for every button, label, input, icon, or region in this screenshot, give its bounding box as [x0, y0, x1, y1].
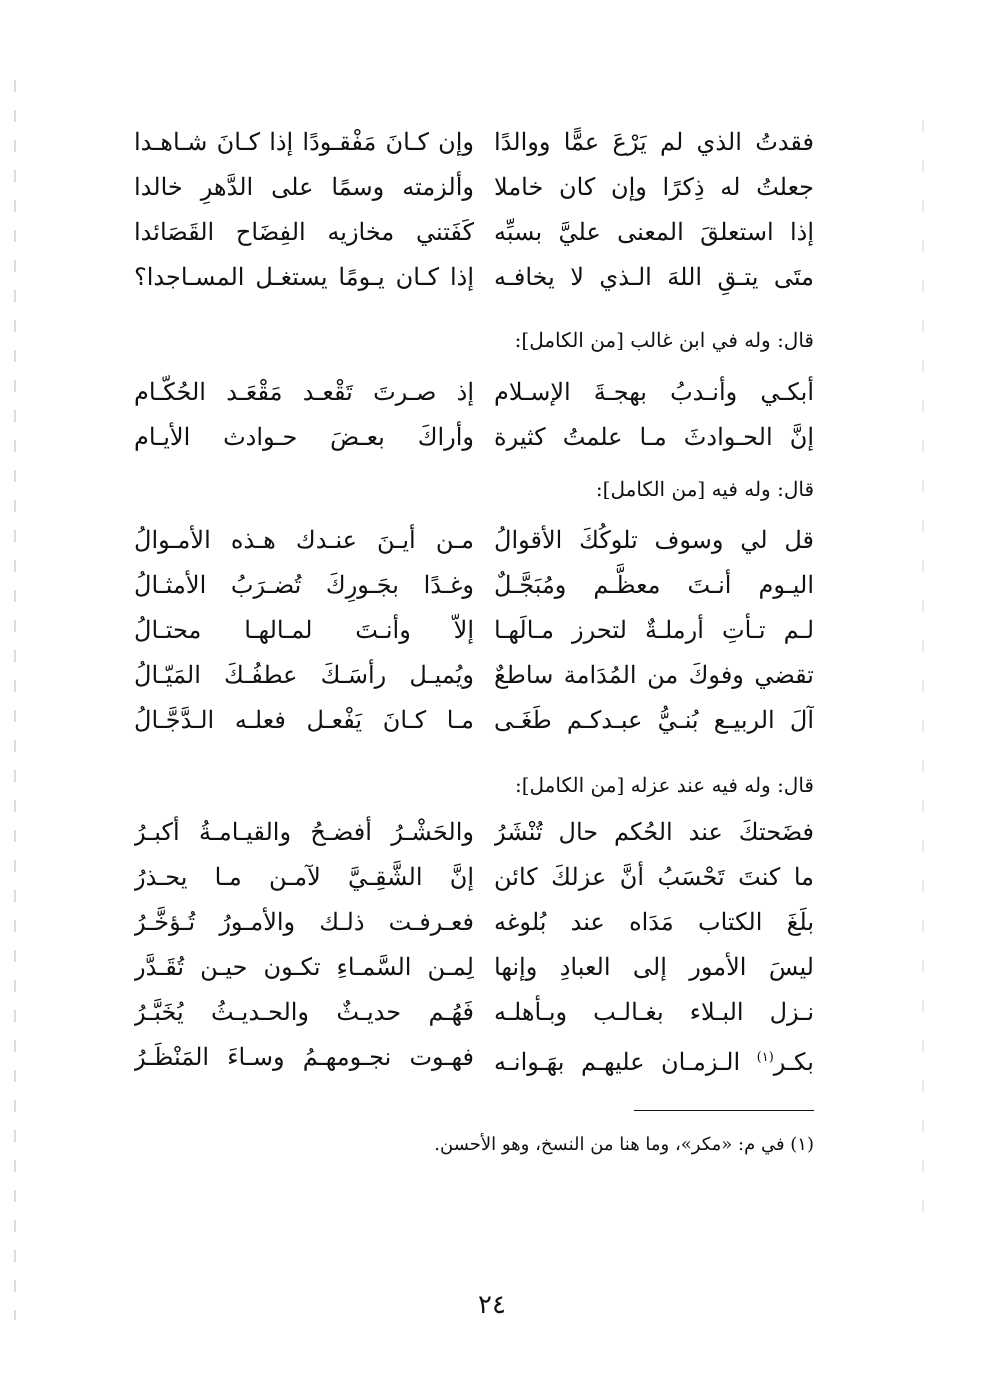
- verse-second-hemistich: وغـدًا بجَـورِكَ تُضـرَبُ الأمثـالُ: [134, 571, 474, 599]
- verse-first-hemistich: متَى يتـقِ اللهَ الـذي لا يخافـه: [494, 263, 814, 291]
- footnote-word-1: بكـر: [773, 1048, 814, 1076]
- verse-first-hemistich: ما كنتَ تَحْسَبُ أنَّ عزلكَ كائن: [494, 863, 814, 891]
- verse-second-hemistich: وإن كـانَ مَفْقـودًا إذا كـانَ شـاهـدا: [134, 128, 474, 156]
- page-number: ٢٤: [478, 1290, 506, 1320]
- verse-line: [134, 120, 814, 165]
- verse-second-hemistich: والحَشْـرُ أفضـحُ والقيـامـةُ أكبـرُ: [134, 818, 474, 846]
- poem-stanza-3: [134, 518, 814, 743]
- verse-line: [134, 900, 814, 945]
- scan-margin-right: [922, 120, 924, 1220]
- verse-line: [134, 165, 814, 210]
- section-heading-1: قال: وله في ابن غالب [من الكامل]:: [514, 328, 814, 352]
- verse-second-hemistich: مـن أيـنَ عنـدك هـذه الأمـوالُ: [134, 526, 474, 554]
- footnote-text: (١) في م: «مكر»، وما هنا من النسخ، وهو الأحسن.: [434, 1134, 814, 1155]
- footnote-marker[interactable]: (١): [756, 1050, 774, 1065]
- verse-first-hemistich: فضَحتكَ عند الحُكم حال تُنْشَرُ: [494, 818, 814, 846]
- verse-first-hemistich: [494, 1035, 814, 1080]
- verse-first-hemistich: قل لي وسوف تلوكُكَ الأقوالُ: [494, 526, 814, 554]
- section-heading-3: قال: وله فيه عند عزله [من الكامل]:: [514, 773, 814, 797]
- verse-line: [134, 518, 814, 563]
- verse-first-hemistich: نـزل البـلاء بغـالـب وبـأهلـه: [494, 998, 814, 1026]
- verse-first-hemistich: بلَغَ الكتاب مَدَاه عند بُلوغه: [494, 908, 814, 936]
- section-heading-2: قال: وله فيه [من الكامل]:: [595, 477, 814, 501]
- poem-stanza-4: [134, 810, 814, 1080]
- poem-stanza-2: [134, 370, 814, 460]
- verse-line: [134, 855, 814, 900]
- verse-line: [134, 698, 814, 743]
- verse-line: [134, 945, 814, 990]
- verse-second-hemistich: وأراكَ بعـضَ حـوادث الأيـام: [134, 423, 474, 451]
- verse-first-hemistich: اليـوم أنـتَ معظَّـم ومُبَجَّـلٌ: [494, 571, 814, 599]
- verse-second-hemistich: لِمـن السَّمـاءِ تكـون حيـن تُقَـدَّر: [134, 953, 474, 981]
- verse-first-hemistich: تقضي وفوكَ من المُدَامة ساطعٌ: [494, 661, 814, 689]
- verse-first-hemistich: لـم تـأتِ أرملـةٌ لتحرز مـالَهـا: [494, 616, 814, 644]
- verse-line: [134, 563, 814, 608]
- verse-first-hemistich: فقدتُ الذي لم يَرْعَ عمًّا ووالدًا: [494, 128, 814, 156]
- verse-first-hemistich: ليسَ الأمور إلى العبادِ وإنها: [494, 953, 814, 981]
- footnote-word-2: الـزمـان عليهـم بهَـوانـه: [494, 1048, 757, 1076]
- verse-line: [134, 210, 814, 255]
- verse-first-hemistich: جعلتُ له ذِكرًا وإن كان خاملا: [494, 173, 814, 201]
- verse-first-hemistich: إنَّ الحـوادثَ مـا علمتُ كثيرة: [494, 423, 814, 451]
- verse-second-hemistich: فهـوت نجـومهـمُ وسـاءَ المَنْظَـرُ: [134, 1043, 474, 1071]
- verse-second-hemistich: إنَّ الشَّقِـيَّ لآمـن مـا يحـذرُ: [134, 863, 474, 891]
- verse-line: [134, 255, 814, 300]
- verse-second-hemistich: إلاّ وأنـتَ لمـالهـا محتـالُ: [134, 616, 474, 644]
- verse-second-hemistich: فعـرفـت ذلـك والأمـورُ تُـؤخَّـرُ: [134, 908, 474, 936]
- poem-stanza-1: [134, 120, 814, 300]
- verse-second-hemistich: إذ صـرتَ تَقْعـد مَقْعَـد الحُكّـام: [134, 378, 474, 406]
- verse-line: [134, 608, 814, 653]
- verse-line: [134, 415, 814, 460]
- verse-line: [134, 810, 814, 855]
- verse-first-hemistich: إذا استعلقَ المعنى عليَّ بسبِّه: [494, 218, 814, 246]
- verse-line: [134, 990, 814, 1035]
- verse-second-hemistich: ويُميـل رأسَـكَ عطفُـكَ المَيّـالُ: [134, 661, 474, 689]
- verse-line: [134, 653, 814, 698]
- verse-first-hemistich: آلَ الربيـع بُنـيُّ عبـدكـم طَغَـى: [494, 706, 814, 734]
- verse-line: [134, 370, 814, 415]
- scan-margin-left: [14, 80, 16, 1320]
- verse-second-hemistich: فَهُـم حديـثٌ والحـديـثُ يُخَبَّـرُ: [134, 998, 474, 1026]
- verse-line: [134, 1035, 814, 1080]
- verse-second-hemistich: كَفَتني مخازيه الفِضَاح القَصَائدا: [134, 218, 474, 246]
- footnote-rule: [634, 1110, 814, 1111]
- verse-second-hemistich: وألزمته وسمًا على الدَّهرِ خالدا: [134, 173, 474, 201]
- verse-second-hemistich: إذا كـان يـومًا يستغـل المسـاجدا؟: [134, 263, 474, 291]
- verse-first-hemistich: أبكـي وأنـدبُ بهجـةَ الإسـلام: [494, 378, 814, 406]
- verse-second-hemistich: مـا كـانَ يَفْعـل فعلـه الـدَّجَّـالُ: [134, 706, 474, 734]
